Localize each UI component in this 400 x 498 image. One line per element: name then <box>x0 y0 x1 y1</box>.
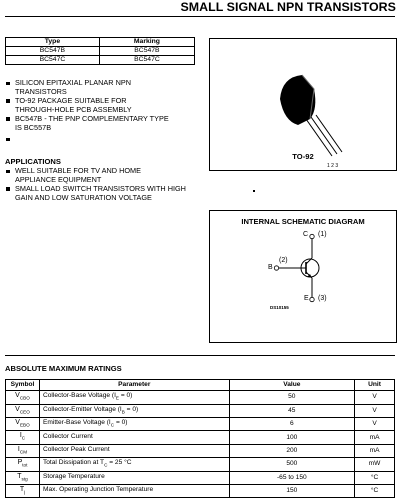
unit-header: Unit <box>355 380 395 391</box>
marking-cell: BC547C <box>99 56 194 65</box>
value-cell: 50 <box>229 391 355 404</box>
ratings-table <box>5 379 395 498</box>
table-row <box>6 56 195 65</box>
bullet-icon <box>6 99 10 103</box>
application-text: WELL SUITABLE FOR TV AND HOME APPLIANCE EQUIPMENT <box>15 166 141 184</box>
parameter-subscript: C <box>104 462 108 468</box>
package-box <box>209 38 397 171</box>
unit-cell: mA <box>355 431 395 444</box>
symbol-subscript: C <box>21 435 26 441</box>
symbol-letter: I <box>17 445 20 453</box>
unit-cell: °C <box>355 485 395 498</box>
applications-heading: APPLICATIONS <box>5 157 61 166</box>
symbol-header: Symbol <box>6 380 40 391</box>
list-item <box>5 135 195 144</box>
bullet-icon <box>6 82 10 86</box>
parameter-text: Max. Operating Junction Temperature <box>42 486 154 494</box>
symbol-cell <box>6 391 40 404</box>
symbol-cell <box>6 444 40 457</box>
parameter-subscript: E <box>115 395 119 401</box>
type-cell: BC547B <box>6 47 100 56</box>
collector-pin: (1) <box>318 231 327 238</box>
symbol-subscript: stg <box>21 476 28 482</box>
table-row <box>6 431 395 444</box>
symbol-letter: T <box>19 486 25 494</box>
list-item <box>5 79 135 96</box>
symbol-subscript: j <box>24 489 26 495</box>
table-row <box>6 391 395 404</box>
stray-dot <box>253 190 255 192</box>
parameter-cell <box>39 485 229 498</box>
parameter-tail: = 0) <box>118 392 133 400</box>
list-item <box>5 97 145 114</box>
bullet-icon <box>6 138 10 142</box>
symbol-cell <box>6 458 40 471</box>
symbol-subscript: tot <box>22 462 28 468</box>
table-row <box>6 471 395 484</box>
parameter-subscript: C <box>110 422 115 428</box>
bullet-icon <box>6 117 10 121</box>
table-row <box>6 418 395 431</box>
schematic-box <box>209 210 397 343</box>
base-pin: (2) <box>279 257 288 264</box>
parameter-cell <box>39 404 229 417</box>
feature-text: BC547B - THE PNP COMPLEMENTARY TYPE IS BC557B <box>15 113 169 132</box>
package-label: TO-92 <box>292 152 314 161</box>
symbol-cell <box>6 471 40 484</box>
parameter-text: Collector Current <box>42 432 93 440</box>
feature-text: SILICON EPITAXIAL PLANAR NPN TRANSISTORS <box>15 78 131 96</box>
schematic-title: INTERNAL SCHEMATIC DIAGRAM <box>241 217 365 226</box>
value-cell: 500 <box>229 458 355 471</box>
parameter-cell <box>39 391 229 404</box>
parameter-tail: = 0) <box>114 419 128 427</box>
value-header: Value <box>229 380 355 391</box>
value-cell: 200 <box>229 444 355 457</box>
schematic-code: DS10155 <box>270 305 289 310</box>
value-cell: 100 <box>229 431 355 444</box>
table-row <box>6 458 395 471</box>
type-cell: BC547C <box>6 56 100 65</box>
parameter-text: Collector-Emitter Voltage (I <box>42 405 122 413</box>
symbol-cell <box>6 485 40 498</box>
section-rule <box>5 355 395 356</box>
table-row <box>6 444 395 457</box>
symbol-letter: P <box>17 459 23 467</box>
marking-header: Marking <box>99 38 194 47</box>
table-row <box>6 485 395 498</box>
marking-cell: BC547B <box>99 47 194 56</box>
ratings-header-row <box>6 380 395 391</box>
value-cell: 45 <box>229 404 355 417</box>
collector-label: C <box>303 231 309 238</box>
parameter-text: Collector Peak Current <box>42 445 110 453</box>
symbol-letter: T <box>17 472 22 480</box>
unit-cell: V <box>355 391 395 404</box>
emitter-pin: (3) <box>318 295 327 302</box>
application-text: SMALL LOAD SWITCH TRANSISTORS WITH HIGH GAIN AND LOW SATURATION VOLTAGE <box>15 183 186 202</box>
parameter-text: Collector-Base Voltage (I <box>42 392 116 400</box>
parameter-text: Total Dissipation at T <box>42 459 105 467</box>
pin-numbers: 1 2 3 <box>327 163 339 169</box>
type-header: Type <box>6 38 100 47</box>
parameter-cell <box>39 444 229 457</box>
parameter-subscript: B <box>121 409 125 415</box>
type-marking-table <box>5 37 195 65</box>
emitter-label: E <box>304 295 309 302</box>
symbol-letter: V <box>15 405 20 413</box>
base-label: B <box>268 264 273 271</box>
value-cell: 150 <box>229 485 355 498</box>
unit-cell: V <box>355 418 395 431</box>
symbol-cell <box>6 418 40 431</box>
applications-list <box>5 167 195 203</box>
symbol-subscript: CBO <box>19 395 30 401</box>
unit-cell: °C <box>355 471 395 484</box>
parameter-cell <box>39 418 229 431</box>
symbol-letter: I <box>19 432 22 440</box>
value-cell: 6 <box>229 418 355 431</box>
bullet-icon <box>6 170 10 174</box>
bullet-icon <box>6 187 10 191</box>
unit-cell: mA <box>355 444 395 457</box>
symbol-cell <box>6 431 40 444</box>
parameter-cell <box>39 431 229 444</box>
parameter-cell <box>39 458 229 471</box>
table-row <box>6 47 195 56</box>
to92-package-icon <box>210 39 396 170</box>
feature-text: TO-92 PACKAGE SUITABLE FOR THROUGH-HOLE PCB ASSEMBLY <box>15 95 132 114</box>
symbol-subscript: CM <box>19 449 28 455</box>
parameter-header: Parameter <box>39 380 229 391</box>
title-rule <box>5 16 395 17</box>
ratings-heading: ABSOLUTE MAXIMUM RATINGS <box>5 364 122 373</box>
list-item <box>5 115 170 132</box>
parameter-text: Storage Temperature <box>42 472 105 480</box>
symbol-letter: V <box>15 419 20 427</box>
list-item <box>5 167 175 184</box>
features-list <box>5 79 195 145</box>
symbol-letter: V <box>15 392 20 400</box>
unit-cell: V <box>355 404 395 417</box>
symbol-subscript: EBO <box>19 422 30 428</box>
parameter-text: Emitter-Base Voltage (I <box>42 419 111 427</box>
symbol-cell <box>6 404 40 417</box>
parameter-tail: = 25 °C <box>107 459 132 467</box>
list-item <box>5 185 193 202</box>
value-cell: -65 to 150 <box>229 471 355 484</box>
parameter-tail: = 0) <box>124 405 139 413</box>
parameter-cell <box>39 471 229 484</box>
unit-cell: mW <box>355 458 395 471</box>
symbol-subscript: CEO <box>19 409 30 415</box>
table-row <box>6 404 395 417</box>
page-title: SMALL SIGNAL NPN TRANSISTORS <box>180 0 396 14</box>
